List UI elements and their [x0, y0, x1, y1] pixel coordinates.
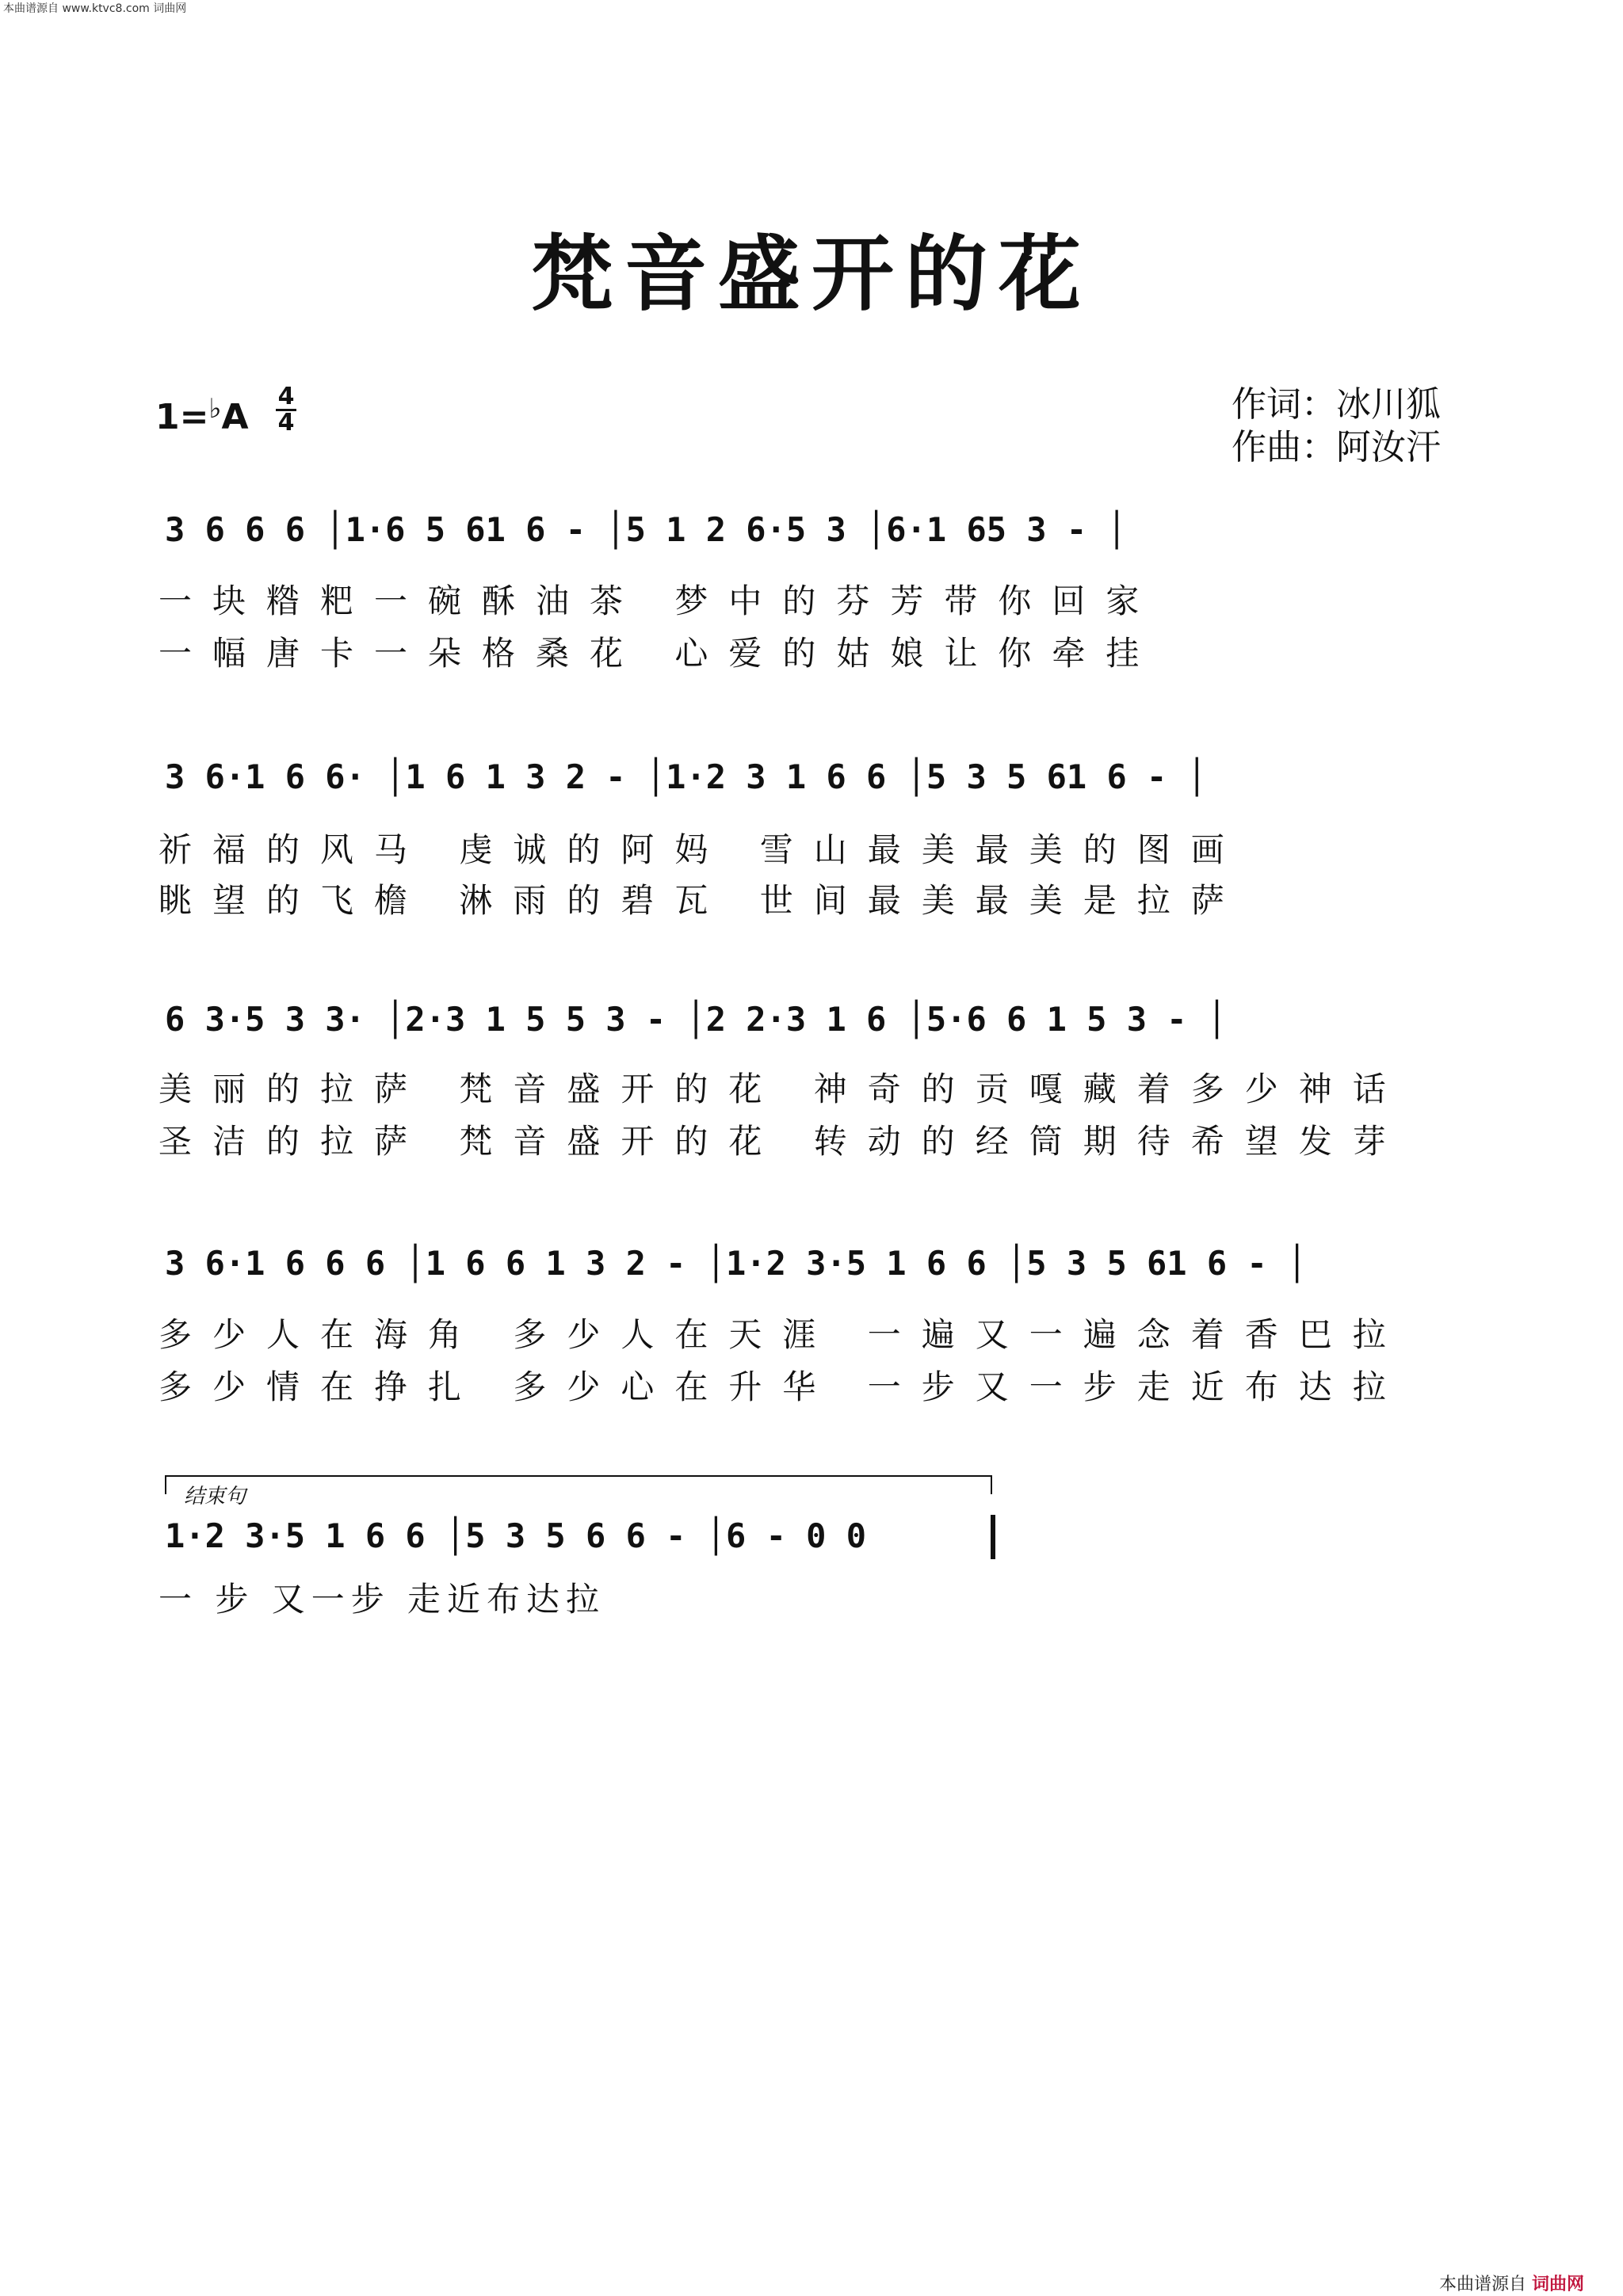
key-tonic: A: [221, 397, 249, 437]
source-watermark-top: 本曲谱源自 www.ktvc8.com 词曲网: [3, 2, 187, 15]
lyric-line: 美丽的拉萨 梵音盛开的花 神奇的贡嘎藏着多少神话: [158, 1070, 1407, 1108]
lyric-line: 眺望的飞檐 淋雨的碧瓦 世间最美最美是拉萨: [158, 881, 1245, 920]
ending-bracket: [165, 1475, 992, 1494]
notation-line: 3 6·1 6 6 6 │1 6 6 1 3 2 - │1·2 3·5 1 6 6 │5 3 5 61 6 - │: [165, 1244, 1308, 1283]
source-prefix: 本曲谱源自: [1439, 2275, 1532, 2294]
notation-line: 6 3·5 3 3· │2·3 1 5 5 3 - │2 2·3 1 6 │5·6 6 1 5 3 - │: [165, 1000, 1228, 1039]
notation-line: 3 6 6 6 │1·6 5 61 6 - │5 1 2 6·5 3 │6·1 65 3 - │: [165, 510, 1127, 549]
lyric-line: 一块糌粑一碗酥油茶 梦中的芬芳带你回家: [158, 582, 1160, 620]
time-signature: [276, 385, 296, 435]
lyric-line: 多少情在挣扎 多少心在升华 一步又一步走近布达拉: [158, 1367, 1407, 1406]
lyric-line: 圣洁的拉萨 梵音盛开的花 转动的经筒期待希望发芽: [158, 1122, 1407, 1161]
composer-credit: 作曲：阿汝汗: [1232, 427, 1441, 467]
lyric-line: 一幅唐卡一朵格桑花 心爱的姑娘让你牵挂: [158, 634, 1160, 673]
meter-bottom: 4: [276, 409, 296, 435]
lyricist-credit: 作词：冰川狐: [1232, 384, 1441, 425]
flat-symbol: ♭: [208, 393, 222, 425]
notation-line: 3 6·1 6 6· │1 6 1 3 2 - │1·2 3 1 6 6 │5 3 5 61 6 - │: [165, 757, 1207, 796]
ending-notation-line: 1·2 3·5 1 6 6 │5 3 5 6 6 - │6 - 0 0: [165, 1516, 867, 1555]
final-barline: [991, 1515, 995, 1559]
meter-top: 4: [277, 383, 295, 410]
ending-label: 结束句: [184, 1485, 246, 1508]
lyric-line: 祈福的风马 虔诚的阿妈 雪山最美最美的图画: [158, 830, 1245, 869]
source-brand: 词曲网: [1532, 2275, 1585, 2294]
source-watermark-bottom: [1439, 2271, 1584, 2295]
lyric-line: 多少人在海角 多少人在天涯 一遍又一遍念着香巴拉: [158, 1315, 1407, 1354]
song-title: 梵音盛开的花: [530, 225, 1092, 322]
key-signature: [155, 393, 249, 437]
key-prefix: 1=: [155, 397, 209, 437]
ending-lyric-line: 一 步 又一步 走近布达拉: [158, 1580, 606, 1619]
